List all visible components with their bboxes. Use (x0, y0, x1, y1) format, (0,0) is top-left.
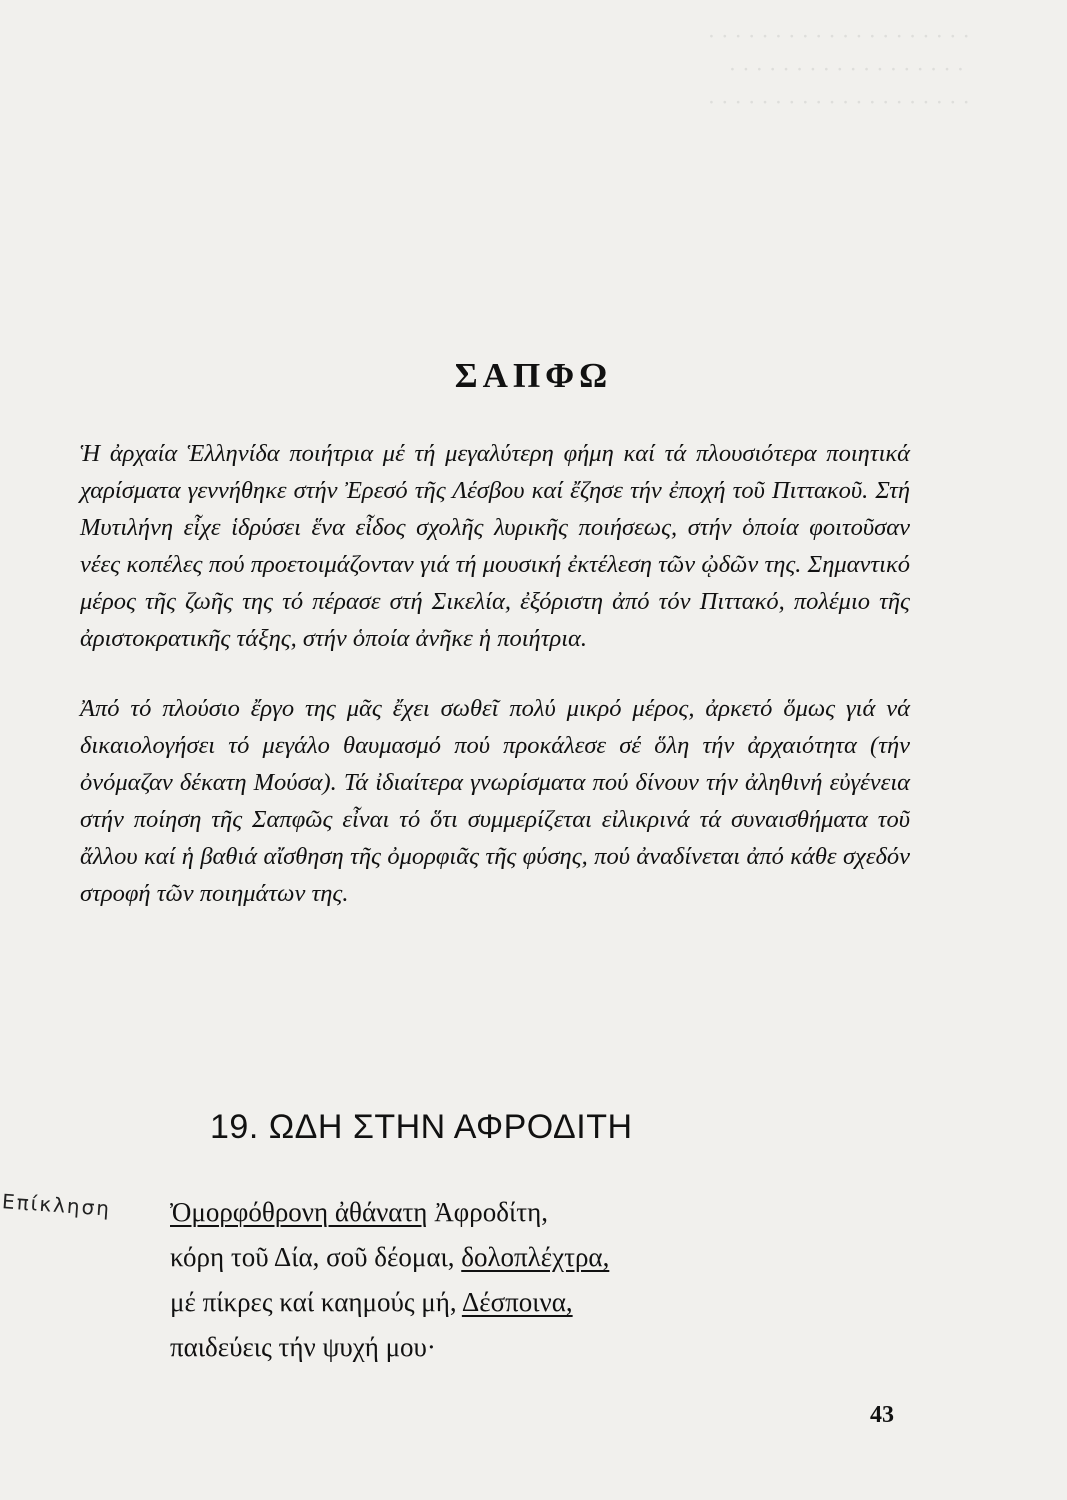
poem-body (170, 1190, 609, 1370)
intro-paragraph-1: Ἡ ἀρχαία Ἑλληνίδα ποιήτρια μέ τή μεγαλύτερη φήμη καί τά πλουσιότερα ποιητικά χαρίσματα γεννήθηκε στήν Ἐρεσό τῆς Λέσβου καί ἔζησε τήν ἐποχή τοῦ Πιττακοῦ. Στή Μυτιλήνη εἶχε ἱδρύσει ἕνα εἶδος σχολῆς λυρικῆς ποιήσεως, στήν ὁποία φοιτοῦσαν νέες κοπέλες πού προετοιμάζονταν γιά τή μουσική ἐκτέλεση τῶν ᾠδῶν της. Σημαντικό μέρος τῆς ζωῆς της τό πέρασε στή Σικελία, ἐξόριστη ἀπό τόν Πιττακό, πολέμιο τῆς ἀριστοκρατικῆς τάξης, στήν ὁποία ἀνῆκε ἡ ποιήτρια. (80, 440, 910, 652)
poem-line-3 (170, 1280, 609, 1325)
poem-line-1-underlined: Ὀμορφόθρονη ἀθάνατη (170, 1197, 428, 1227)
poem-line-1-rest: Ἀφροδίτη, (427, 1197, 548, 1227)
author-title: ΣΑΠΦΩ (454, 356, 613, 395)
poem-line-3-start: μέ πίκρες καί καημούς μή, (170, 1287, 462, 1317)
poem-title: 19. ΩΔΗ ΣΤΗΝ ΑΦΡΟΔΙΤΗ (210, 1108, 633, 1146)
poem-line-1 (170, 1190, 609, 1235)
handwritten-margin-note: Επίκληση (1, 1189, 112, 1221)
intro-paragraph-2: Ἀπό τό πλούσιο ἔργο της μᾶς ἔχει σωθεῖ πολύ μικρό μέρος, ἀρκετό ὅμως γιά νά δικαιολογήσει τό μεγάλο θαυμασμό πού προκάλεσε σέ ὅλη τήν ἀρχαιότητα (τήν ὀνόμαζαν δέκατη Μούσα). Τά ἰδιαίτερα γνωρίσματα πού δίνουν τήν ἀληθινή εὐγένεια στήν ποίηση τῆς Σαπφῶς εἶναι τό ὅτι συμμερίζεται εἰλικρινά τά συναισθήματα τοῦ ἄλλου καί ἡ βαθιά αἴσθηση τῆς ὀμορφιᾶς τῆς φύσης, πού ἀναδίνεται ἀπό κάθε σχεδόν στροφή τῶν ποιημάτων της. (80, 695, 910, 907)
page-number: 43 (870, 1402, 894, 1428)
poem-line-2-start: κόρη τοῦ Δία, σοῦ δέομαι, (170, 1242, 462, 1272)
show-through-text: · · · · · · · · · · · · · · · · · · · · · · · · · · · · · · · · · · · · · · · · · · · · · · · · · · · · · · · · · · (707, 24, 970, 115)
poem-line-4: παιδεύεις τήν ψυχή μου· (170, 1332, 436, 1362)
poem-line-2 (170, 1235, 609, 1280)
poem-line-3-underlined: Δέσποινα, (461, 1287, 573, 1317)
poem-line-2-underlined: δολοπλέχτρα, (461, 1242, 610, 1272)
